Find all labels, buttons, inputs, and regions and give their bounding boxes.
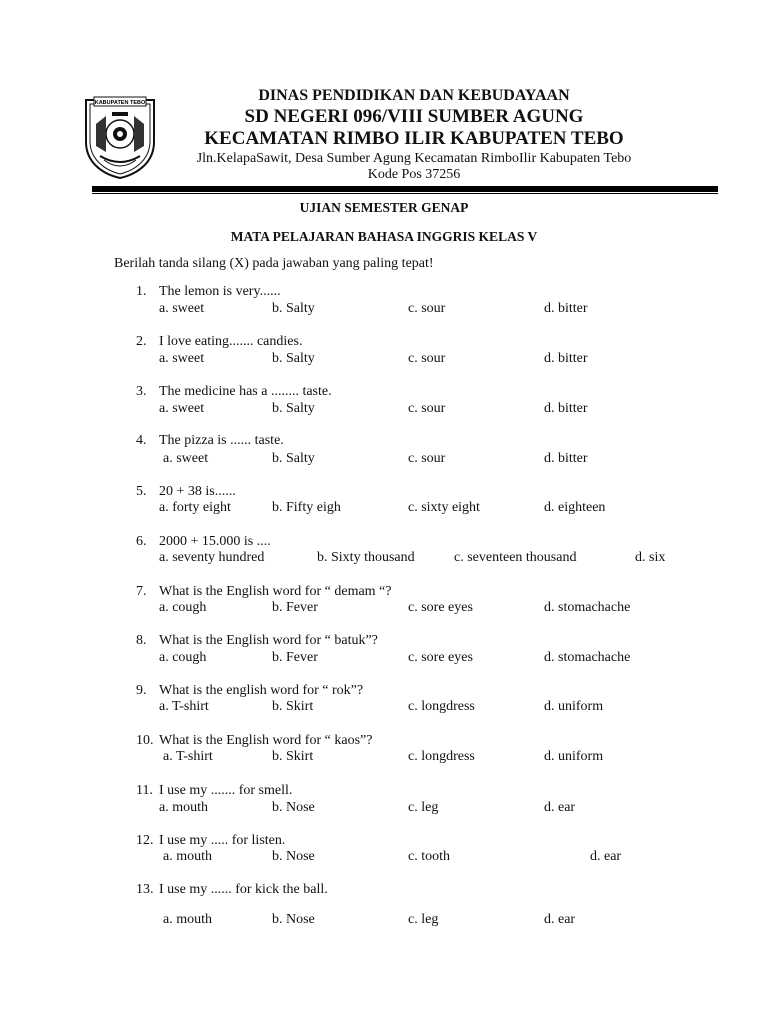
answer-option-b[interactable]: b. Skirt: [272, 699, 314, 714]
answer-option-d[interactable]: d. uniform: [544, 749, 604, 764]
answer-option-c[interactable]: c. seventeen thousand: [454, 550, 577, 565]
answer-option-a[interactable]: a. sweet: [159, 351, 205, 366]
answer-option-a[interactable]: a. sweet: [163, 451, 209, 466]
answer-option-c[interactable]: c. sour: [408, 351, 446, 366]
answer-option-d[interactable]: d. ear: [590, 849, 622, 864]
answer-option-c[interactable]: c. sore eyes: [408, 650, 473, 665]
answer-option-d[interactable]: d. eighteen: [544, 500, 606, 515]
answer-option-c[interactable]: c. longdress: [408, 749, 475, 764]
question-number: 3.: [136, 384, 147, 399]
question-text: 20 + 38 is......: [159, 484, 236, 499]
answer-option-a[interactable]: a. cough: [159, 600, 207, 615]
header-divider-thick: [92, 186, 718, 192]
answer-option-b[interactable]: b. Fever: [272, 600, 318, 615]
school-name: SD NEGERI 096/VIII SUMBER AGUNG: [244, 106, 584, 127]
answer-option-c[interactable]: c. tooth: [408, 849, 450, 864]
header-divider-thin: [92, 193, 718, 194]
answer-option-b[interactable]: b. Salty: [272, 351, 315, 366]
agency-name: DINAS PENDIDIKAN DAN KEBUDAYAAN: [258, 87, 570, 104]
answer-option-b[interactable]: b. Skirt: [272, 749, 314, 764]
answer-option-d[interactable]: d. stomachache: [544, 600, 631, 615]
question-number: 10.: [136, 733, 154, 748]
answer-option-d[interactable]: d. bitter: [544, 301, 588, 316]
answer-option-a[interactable]: a. sweet: [159, 401, 205, 416]
question-number: 11.: [136, 783, 153, 798]
answer-option-d[interactable]: d. bitter: [544, 351, 588, 366]
question-text: I love eating....... candies.: [159, 334, 303, 349]
answer-option-d[interactable]: d. uniform: [544, 699, 604, 714]
answer-option-b[interactable]: b. Salty: [272, 301, 315, 316]
answer-option-a[interactable]: a. sweet: [159, 301, 205, 316]
answer-option-a[interactable]: a. cough: [159, 650, 207, 665]
answer-option-c[interactable]: c. leg: [408, 800, 439, 815]
postal-code: Kode Pos 37256: [367, 167, 461, 182]
question-number: 9.: [136, 683, 147, 698]
question-number: 8.: [136, 633, 147, 648]
question-text: The lemon is very......: [159, 284, 281, 299]
answer-option-b[interactable]: b. Fever: [272, 650, 318, 665]
question-number: 5.: [136, 484, 147, 499]
logo-text: KABUPATEN TEBO: [94, 100, 146, 106]
exam-instruction: Berilah tanda silang (X) pada jawaban yang paling tepat!: [114, 256, 434, 271]
answer-option-d[interactable]: d. bitter: [544, 401, 588, 416]
answer-option-d[interactable]: d. ear: [544, 800, 576, 815]
answer-option-b[interactable]: b. Fifty eigh: [272, 500, 341, 515]
answer-option-c[interactable]: c. leg: [408, 912, 439, 927]
exam-subject: MATA PELAJARAN BAHASA INGGRIS KELAS V: [230, 229, 538, 244]
question-number: 13.: [136, 882, 154, 897]
answer-option-a[interactable]: a. mouth: [163, 849, 212, 864]
answer-option-b[interactable]: b. Salty: [272, 451, 315, 466]
question-number: 12.: [136, 833, 154, 848]
question-number: 7.: [136, 584, 147, 599]
question-text: I use my ....... for smell.: [159, 783, 293, 798]
question-text: I use my ..... for listen.: [159, 833, 286, 848]
answer-option-d[interactable]: d. six: [635, 550, 666, 565]
answer-option-b[interactable]: b. Nose: [272, 800, 315, 815]
answer-option-a[interactable]: a. mouth: [163, 912, 212, 927]
answer-option-d[interactable]: d. ear: [544, 912, 576, 927]
question-text: I use my ...... for kick the ball.: [159, 882, 328, 897]
district-name: KECAMATAN RIMBO ILIR KABUPATEN TEBO: [204, 128, 624, 149]
question-number: 1.: [136, 284, 147, 299]
school-address: Jln.KelapaSawit, Desa Sumber Agung Kecamatan RimboIlir Kabupaten Tebo: [196, 151, 632, 166]
question-number: 4.: [136, 433, 147, 448]
question-number: 2.: [136, 334, 147, 349]
answer-option-c[interactable]: c. sixty eight: [408, 500, 480, 515]
exam-title: UJIAN SEMESTER GENAP: [299, 200, 469, 215]
answer-option-b[interactable]: b. Nose: [272, 849, 315, 864]
question-number: 6.: [136, 534, 147, 549]
answer-option-d[interactable]: d. stomachache: [544, 650, 631, 665]
answer-option-b[interactable]: b. Sixty thousand: [317, 550, 415, 565]
answer-option-a[interactable]: a. T-shirt: [163, 749, 213, 764]
answer-option-a[interactable]: a. seventy hundred: [159, 550, 265, 565]
answer-option-c[interactable]: c. sour: [408, 301, 446, 316]
answer-option-b[interactable]: b. Salty: [272, 401, 315, 416]
question-text: The medicine has a ........ taste.: [159, 384, 332, 399]
question-text: What is the English word for “ demam “?: [159, 584, 392, 599]
answer-option-a[interactable]: a. mouth: [159, 800, 208, 815]
answer-option-a[interactable]: a. T-shirt: [159, 699, 209, 714]
answer-option-b[interactable]: b. Nose: [272, 912, 315, 927]
answer-option-c[interactable]: c. sour: [408, 451, 446, 466]
answer-option-c[interactable]: c. sore eyes: [408, 600, 473, 615]
question-text: The pizza is ...... taste.: [159, 433, 284, 448]
question-text: What is the English word for “ kaos”?: [159, 733, 373, 748]
answer-option-a[interactable]: a. forty eight: [159, 500, 231, 515]
answer-option-d[interactable]: d. bitter: [544, 451, 588, 466]
question-text: 2000 + 15.000 is ....: [159, 534, 271, 549]
question-text: What is the English word for “ batuk”?: [159, 633, 378, 648]
question-text: What is the english word for “ rok”?: [159, 683, 364, 698]
answer-option-c[interactable]: c. longdress: [408, 699, 475, 714]
answer-option-c[interactable]: c. sour: [408, 401, 446, 416]
